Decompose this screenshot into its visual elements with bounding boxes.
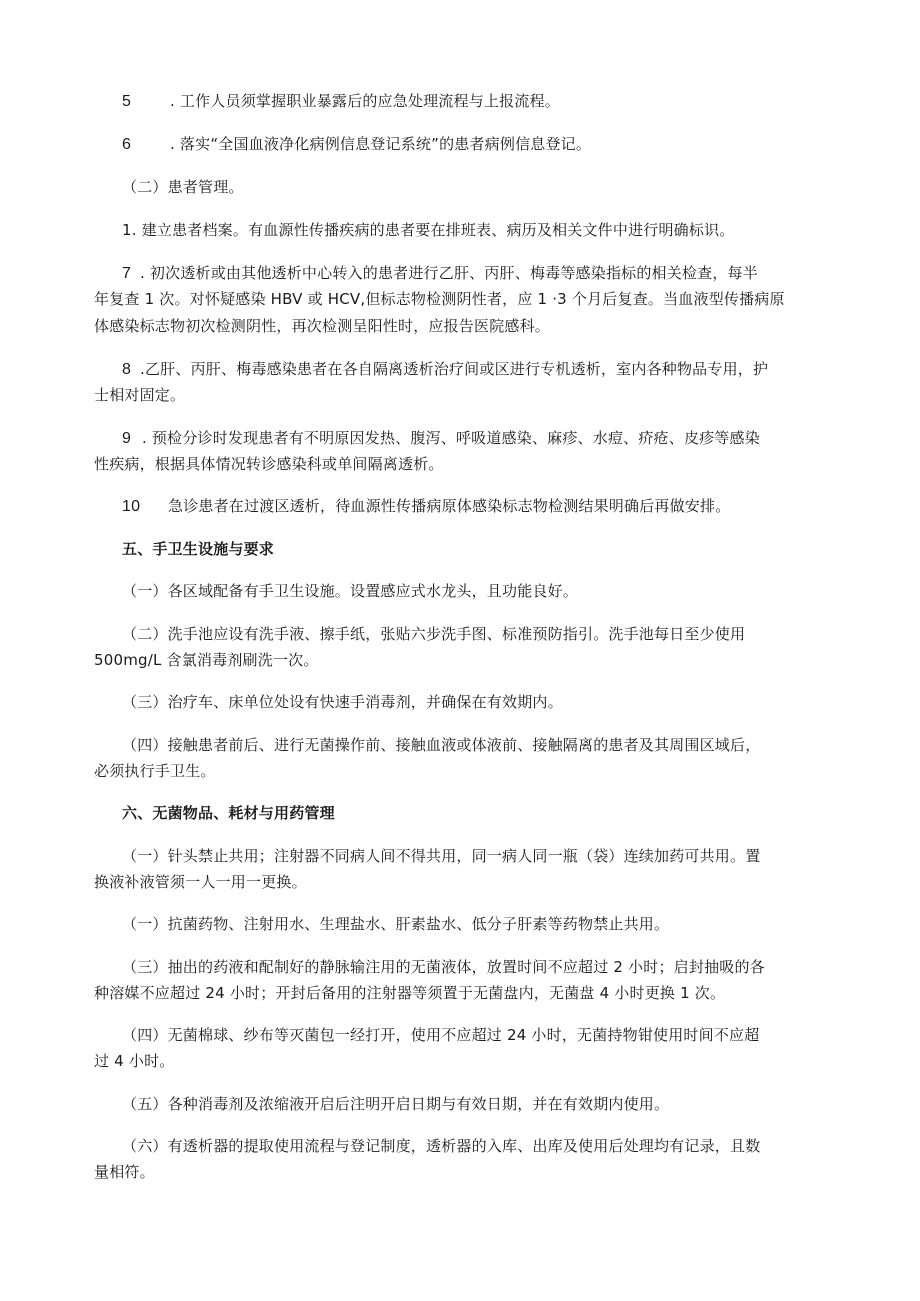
hand-hygiene-paragraph-2: （二）洗手池应设有洗手液、擦手纸，张贴六步洗手图、标准预防指引。洗手池每日至少使用 [122, 625, 746, 643]
item-8-line-2: 士相对固定。 [94, 386, 186, 404]
item-number: 10 [122, 498, 141, 515]
sterile-paragraph-6: （六）有透析器的提取使用流程与登记制度，透析器的入库、出库及使用后处理均有记录，且数 [122, 1137, 761, 1155]
sterile-paragraph-4-line-2: 过 4 小时。 [94, 1052, 175, 1070]
item-text: . 落实“全国血液净化病例信息登记系统”的患者病例信息登记。 [170, 135, 592, 153]
sterile-paragraph-2: （一）抗菌药物、注射用水、生理盐水、肝素盐水、低分子肝素等药物禁止共用。 [122, 915, 670, 933]
sterile-paragraph-6-line-2: 量相符。 [94, 1163, 155, 1181]
item-text: .乙肝、丙肝、梅毒感染患者在各自隔离透析治疗间或区进行专机透析，室内各种物品专用，护 [140, 360, 769, 378]
item-number: 8 [122, 361, 132, 378]
item-number: 5 [122, 93, 132, 110]
list-item-9 [122, 428, 760, 449]
item-number: 7 [122, 265, 132, 282]
list-item-7 [122, 263, 758, 284]
item-number: 6 [122, 136, 132, 153]
sterile-paragraph-3: （三）抽出的药液和配制好的静脉输注用的无菌液体，放置时间不应超过 2 小时；启封抽吸的各 [122, 958, 765, 976]
list-item-5 [122, 91, 560, 112]
hand-hygiene-paragraph-3: （三）治疗车、床单位处设有快速手消毒剂，并确保在有效期内。 [122, 693, 563, 711]
sterile-paragraph-1-line-2: 换液补液管须一人一用一更换。 [94, 873, 307, 891]
item-text: . 工作人员须掌握职业暴露后的应急处理流程与上报流程。 [170, 92, 560, 110]
item-7-line-3: 体感染标志物初次检测阴性，再次检测呈阳性时，应报告医院感科。 [94, 317, 551, 335]
list-item-6 [122, 134, 591, 155]
hand-hygiene-paragraph-4-line-2: 必须执行手卫生。 [94, 762, 216, 780]
item-7-line-2: 年复查 1 次。对怀疑感染 HBV 或 HCV,但标志物检测阴性者，应 1 ·3 个月后复查。当血液型传播病原 [94, 290, 785, 308]
sterile-paragraph-3-line-2: 种溶媒不应超过 24 小时；开封后备用的注射器等须置于无菌盘内，无菌盘 4 小时更换 1 次。 [94, 984, 726, 1002]
item-9-line-2: 性疾病，根据具体情况转诊感染科或单间隔离透析。 [94, 455, 444, 473]
item-text: 急诊患者在过渡区透析，待血源性传播病原体感染标志物检测结果明确后再做安排。 [168, 497, 731, 515]
section-heading-hand-hygiene: 五、手卫生设施与要求 [122, 540, 275, 558]
section-heading-sterile-items: 六、无菌物品、耗材与用药管理 [122, 804, 335, 822]
sterile-paragraph-4: （四）无菌棉球、纱布等灭菌包一经打开，使用不应超过 24 小时，无菌持物钳使用时间不应超 [122, 1026, 760, 1044]
section-patient-management: （二）患者管理。 [122, 178, 244, 196]
list-item-10 [122, 496, 730, 517]
item-text: . 初次透析或由其他透析中心转入的患者进行乙肝、丙肝、梅毒等感染指标的相关检查，每半 [140, 264, 758, 282]
list-item-8 [122, 359, 768, 380]
sterile-paragraph-5: （五）各种消毒剂及浓缩液开启后注明开启日期与有效日期，并在有效期内使用。 [122, 1095, 670, 1113]
hand-hygiene-paragraph-4: （四）接触患者前后、进行无菌操作前、接触血液或体液前、接触隔离的患者及其周围区域后， [122, 736, 761, 754]
hand-hygiene-paragraph-1: （一）各区域配备有手卫生设施。设置感应式水龙头，且功能良好。 [122, 582, 579, 600]
hand-hygiene-paragraph-2-line-2: 500mg∕L 含氯消毒剂刷洗一次。 [94, 651, 319, 669]
item-text: . 预检分诊时发现患者有不明原因发热、腹泻、呼吸道感染、麻疹、水痘、疥疮、皮疹等感染 [142, 429, 760, 447]
sterile-paragraph-1: （一）针头禁止共用；注射器不同病人间不得共用，同一病人同一瓶（袋）连续加药可共用。置 [122, 847, 761, 865]
paragraph-patient-archive: 1. 建立患者档案。有血源性传播疾病的患者要在排班表、病历及相关文件中进行明确标识。 [122, 221, 735, 239]
item-number: 9 [122, 430, 132, 447]
